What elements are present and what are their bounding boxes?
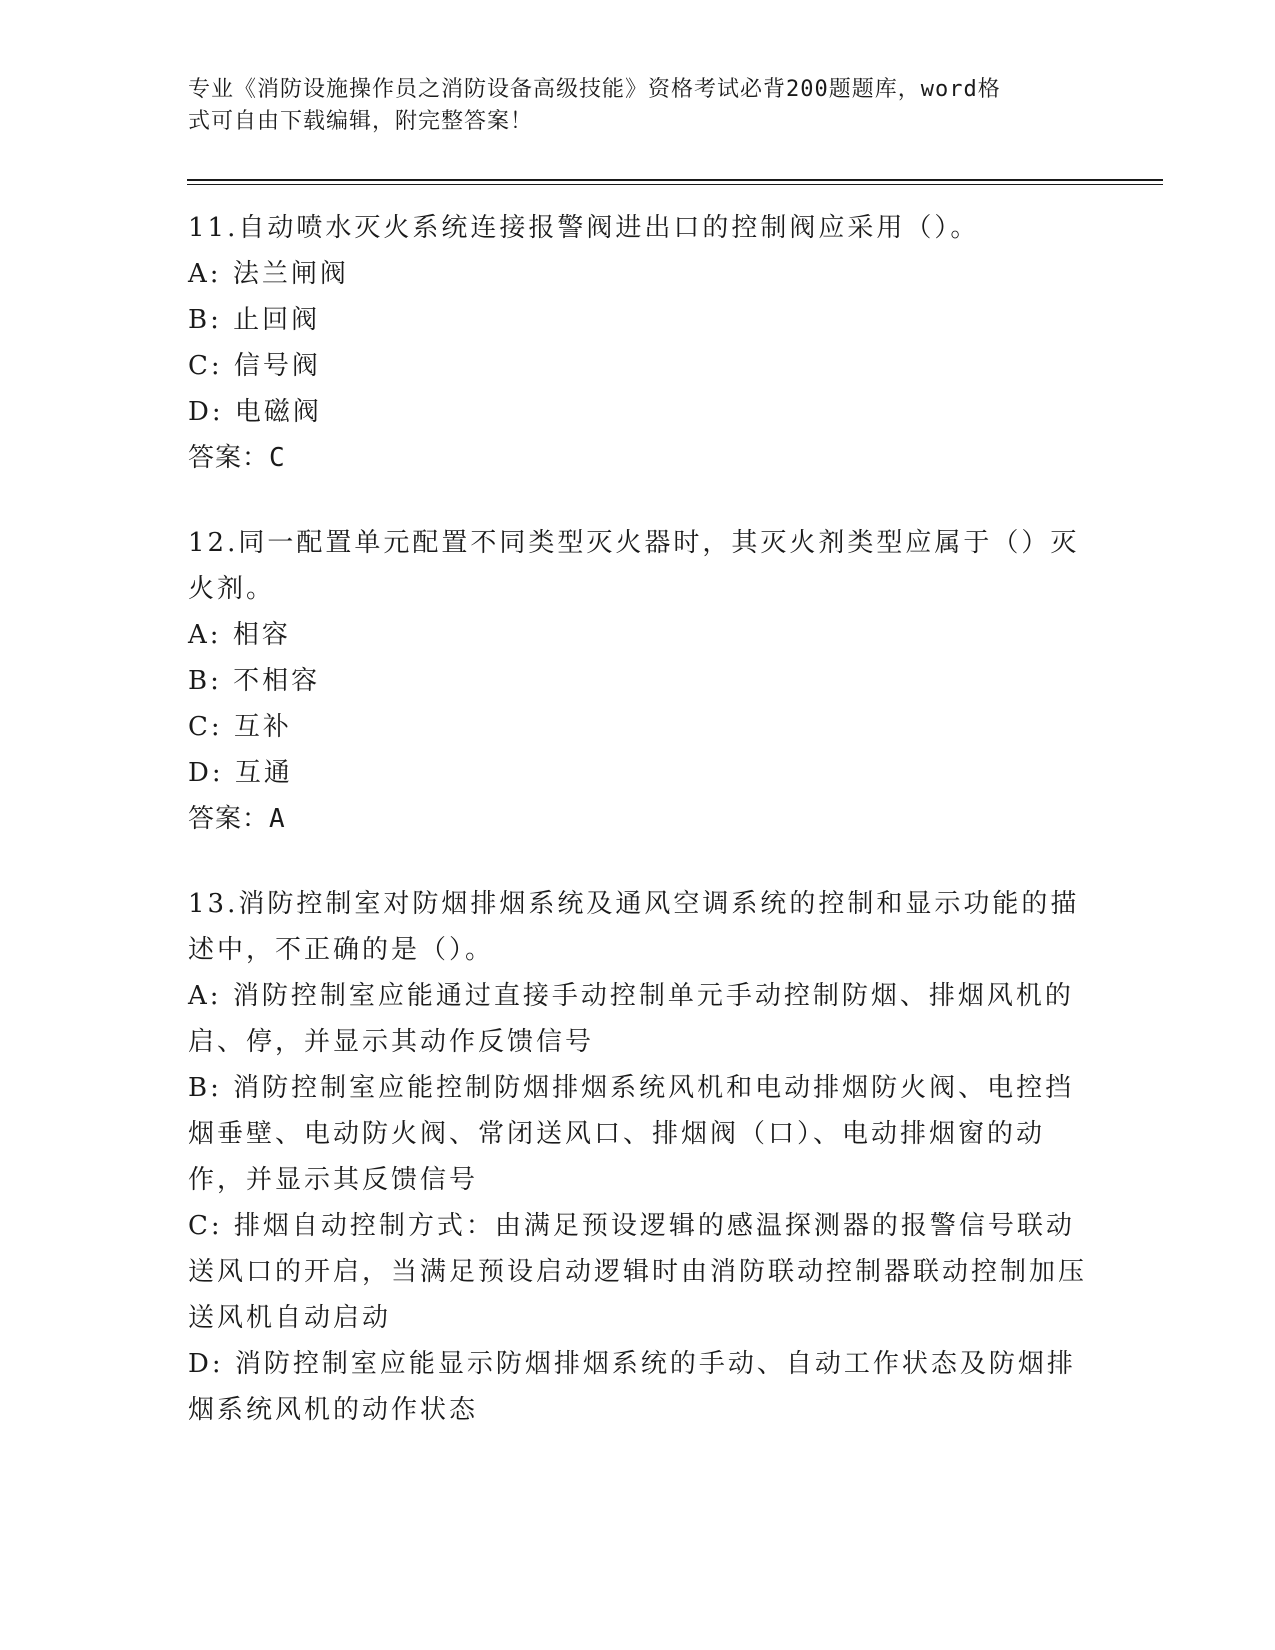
option-a: [188, 251, 1088, 297]
question-12: [188, 520, 1088, 842]
question-11: [188, 205, 1088, 481]
option-text: 消防控制室应能通过直接手动控制单元手动控制防烟、排烟风机的启、停，并显示其动作反馈信号: [188, 981, 1074, 1057]
question-stem: 13.消防控制室对防烟排烟系统及通风空调系统的控制和显示功能的描述中，不正确的是（）。: [188, 889, 1080, 965]
option-d: [188, 1341, 1088, 1433]
option-text: 法兰闸阀: [232, 259, 349, 289]
answer-line: [188, 796, 1088, 842]
option-a: [188, 973, 1088, 1065]
option-label: D:: [188, 1349, 235, 1379]
option-d: [188, 750, 1088, 796]
option-a: [188, 612, 1088, 658]
option-text: 不相容: [233, 666, 321, 696]
option-c: [188, 704, 1088, 750]
answer-value: A: [269, 804, 286, 834]
header-rule-thick: [187, 179, 1163, 181]
option-label: C:: [188, 1211, 234, 1241]
option-label: C:: [188, 712, 234, 742]
option-text: 止回阀: [233, 305, 321, 335]
option-label: D:: [188, 758, 235, 788]
header-line-1: 专业《消防设施操作员之消防设备高级技能》资格考试必背200题题库，word格: [188, 77, 1001, 102]
option-c: [188, 1203, 1088, 1341]
option-b: [188, 1065, 1088, 1203]
option-label: B:: [188, 666, 234, 696]
option-label: A:: [188, 620, 233, 650]
question-list: [188, 205, 1088, 1472]
option-text: 消防控制室应能显示防烟排烟系统的手动、自动工作状态及防烟排烟系统风机的动作状态: [188, 1349, 1076, 1425]
question-13: [188, 881, 1088, 1433]
option-text: 电磁阀: [234, 397, 322, 427]
option-text: 信号阀: [233, 351, 321, 381]
option-text: 互通: [234, 758, 293, 788]
option-text: 消防控制室应能控制防烟排烟系统风机和电动排烟防火阀、电控挡烟垂壁、电动防火阀、常闭送风口、排烟阀（口）、电动排烟窗的动作，并显示其反馈信号: [188, 1073, 1075, 1195]
option-d: [188, 389, 1088, 435]
document-header: [188, 74, 1068, 138]
option-label: D:: [188, 397, 235, 427]
option-text: 相容: [232, 620, 291, 650]
option-label: C:: [188, 351, 234, 381]
option-b: [188, 297, 1088, 343]
answer-label: 答案：: [188, 443, 270, 473]
header-rule-thin: [187, 184, 1163, 185]
option-c: [188, 343, 1088, 389]
option-label: B:: [188, 1073, 234, 1103]
answer-line: [188, 435, 1088, 481]
option-label: A:: [188, 259, 233, 289]
option-label: B:: [188, 305, 234, 335]
question-stem: 12.同一配置单元配置不同类型灭火器时，其灭火剂类型应属于（）灭火剂。: [188, 528, 1080, 604]
option-text: 排烟自动控制方式：由满足预设逻辑的感温探测器的报警信号联动送风口的开启，当满足预设启动逻辑时由消防联动控制器联动控制加压送风机自动启动: [188, 1211, 1088, 1333]
option-label: A:: [188, 981, 233, 1011]
question-stem: 11.自动喷水灭火系统连接报警阀进出口的控制阀应采用（）。: [188, 213, 980, 243]
answer-value: C: [269, 443, 286, 473]
option-b: [188, 658, 1088, 704]
answer-label: 答案：: [188, 804, 270, 834]
option-text: 互补: [233, 712, 292, 742]
header-line-2: 式可自由下载编辑，附完整答案！: [188, 109, 534, 134]
